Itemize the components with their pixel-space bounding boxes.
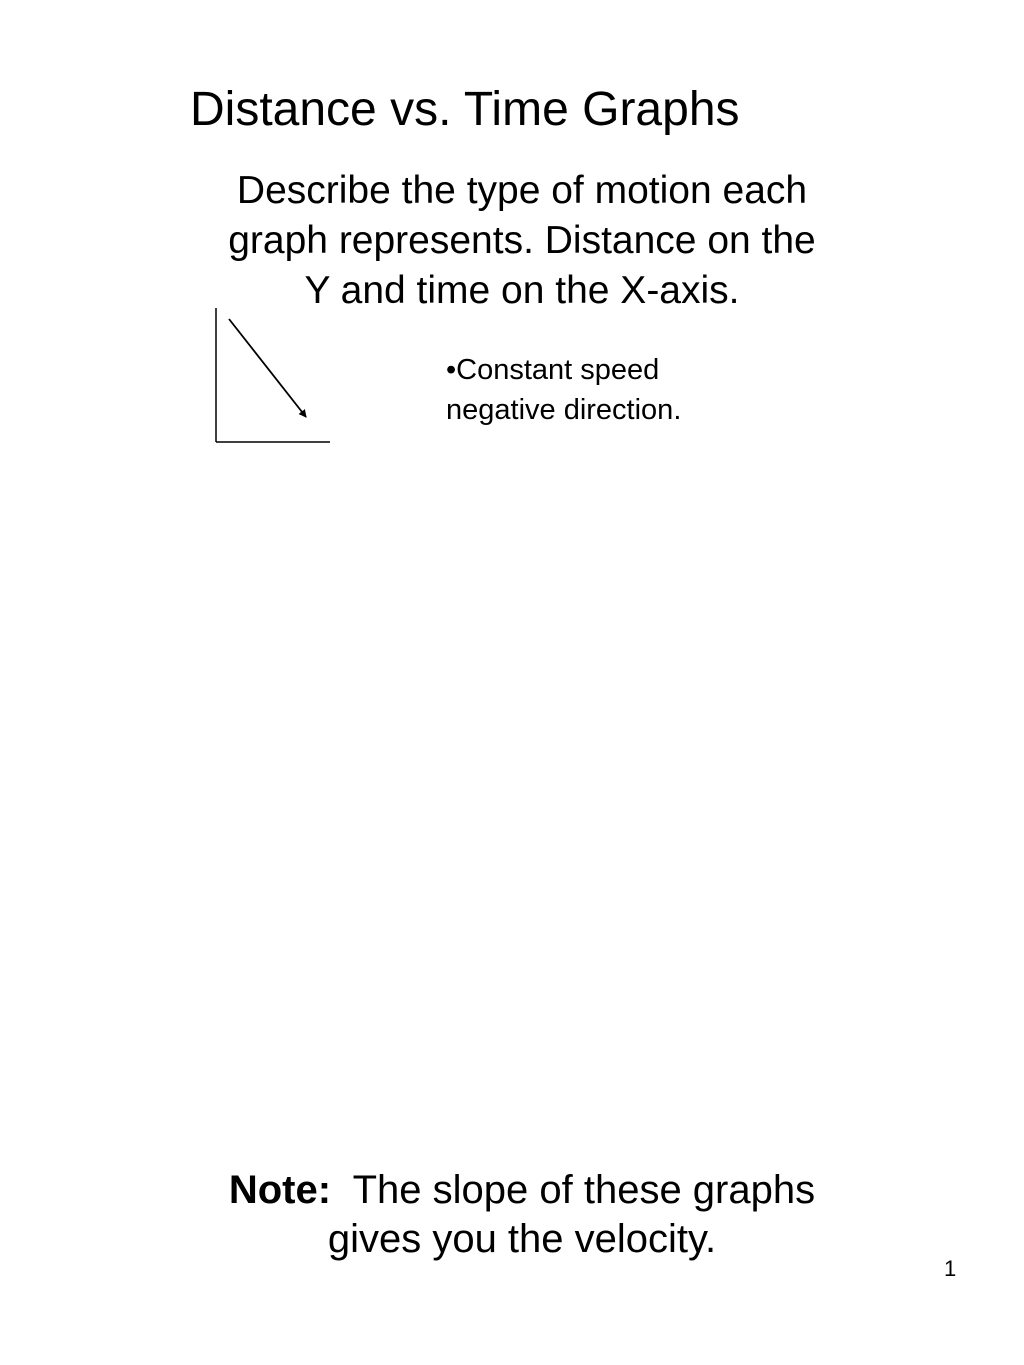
distance-time-graph bbox=[205, 300, 340, 450]
motion-line-arrow bbox=[229, 319, 306, 417]
subtitle-line: Describe the type of motion each bbox=[236, 169, 808, 212]
note-text-line2: gives you the velocity. bbox=[327, 1217, 717, 1261]
graph-description bbox=[446, 350, 681, 430]
graph-description-line: •Constant speed bbox=[446, 354, 660, 386]
subtitle-line: Y and time on the X-axis. bbox=[304, 269, 740, 312]
slide-subtitle bbox=[150, 166, 894, 316]
slope-note bbox=[150, 1166, 894, 1264]
subtitle-line: graph represents. Distance on the bbox=[228, 219, 816, 262]
note-label: Note: bbox=[228, 1168, 332, 1212]
page-number: 1 bbox=[944, 1256, 957, 1281]
slide-title: Distance vs. Time Graphs bbox=[190, 83, 740, 136]
note-line-1 bbox=[150, 1166, 894, 1215]
note-text-line1: The slope of these graphs bbox=[352, 1168, 816, 1212]
graph-description-line: negative direction. bbox=[446, 394, 682, 426]
graph-drawing bbox=[205, 300, 340, 450]
